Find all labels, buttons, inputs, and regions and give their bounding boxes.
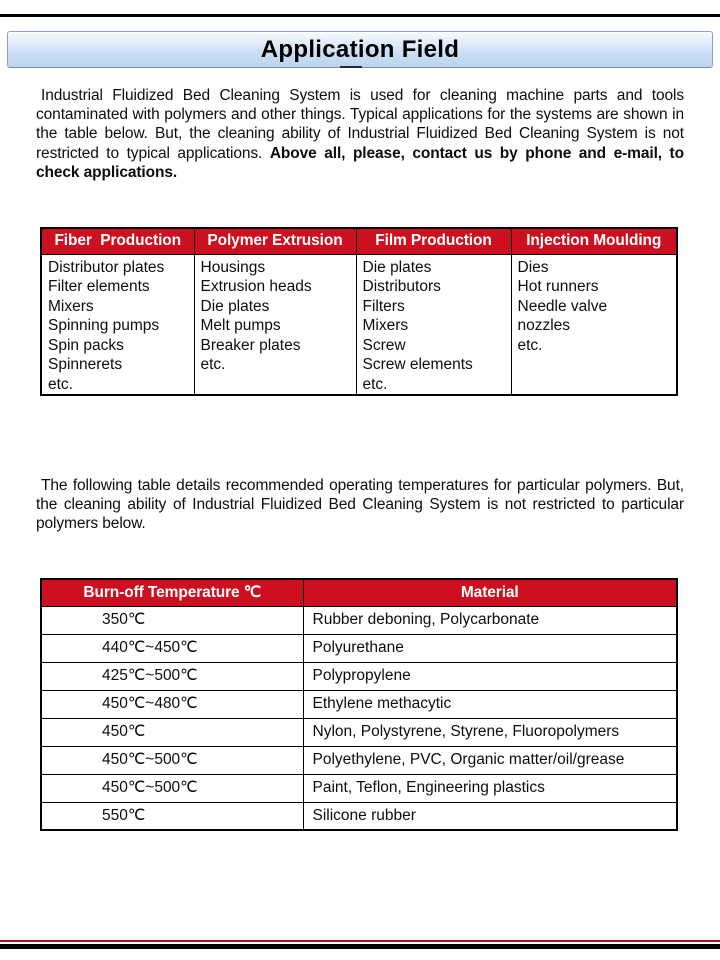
list-item: Housings [200, 258, 266, 276]
applications-header-injection-moulding: Injection Moulding [511, 228, 677, 254]
list-item: Hot runners [517, 278, 599, 295]
table-row [41, 802, 677, 830]
material-cell: Rubber deboning, Polycarbonate [303, 606, 677, 634]
list-item: Die plates [362, 258, 432, 276]
material-cell: Paint, Teflon, Engineering plastics [303, 774, 677, 802]
list-item: Mixers [48, 297, 94, 315]
list-item: Extrusion heads [200, 278, 312, 295]
table-row [41, 606, 677, 634]
temperature-cell: 450℃ [41, 718, 303, 746]
table-row [41, 662, 677, 690]
list-item: Breaker plates [200, 336, 301, 354]
top-border-line [0, 14, 720, 17]
applications-cell-injection-moulding [511, 254, 677, 395]
page-title: Application Field [260, 35, 460, 63]
list-item: Distributors [362, 278, 441, 295]
temperature-table [40, 578, 678, 831]
title-bar [7, 31, 713, 68]
temperature-cell: 425℃~500℃ [41, 662, 303, 690]
list-item: Spinning pumps [48, 317, 160, 334]
temperature-cell: 450℃~500℃ [41, 774, 303, 802]
temperature-cell: 450℃~480℃ [41, 690, 303, 718]
material-cell: Ethylene methacytic [303, 690, 677, 718]
applications-header-fiber-production: Fiber Production [41, 228, 194, 254]
temperature-header-row [41, 579, 677, 606]
list-item: etc. [517, 336, 543, 354]
list-item: Screw elements [362, 356, 473, 373]
temperature-paragraph: The following table details recommended operating temperatures for particular polymers. But, the cleaning ability of Industrial Fluidized Bed Cleaning System is not restricted to particular polymers below. [36, 477, 684, 533]
temperature-header-material: Material [303, 579, 677, 606]
material-cell: Polyurethane [303, 634, 677, 662]
list-item: Screw [362, 336, 406, 354]
list-item: nozzles [517, 317, 571, 334]
applications-header-polymer-extrusion: Polymer Extrusion [194, 228, 356, 254]
list-item: Filters [362, 297, 405, 315]
material-cell: Polypropylene [303, 662, 677, 690]
list-item: Dies [517, 258, 549, 276]
list-item: etc. [362, 375, 388, 393]
list-item: Mixers [362, 317, 409, 334]
list-item: Die plates [200, 297, 270, 315]
title-underline-mark [340, 66, 362, 68]
intro-text-bold: Above all, please, contact us by phone and e-mail, to check applications. [36, 144, 684, 181]
applications-header-film-production: Film Production [356, 228, 511, 254]
temperature-cell: 440℃~450℃ [41, 634, 303, 662]
material-cell: Polyethylene, PVC, Organic matter/oil/grease [303, 746, 677, 774]
table-row [41, 774, 677, 802]
bottom-border-line [0, 944, 720, 949]
list-item: Filter elements [48, 278, 150, 295]
intro-paragraph [36, 86, 684, 182]
list-item: Needle valve [517, 297, 608, 315]
table-row [41, 718, 677, 746]
list-item: etc. [48, 375, 73, 393]
table-row [41, 690, 677, 718]
list-item: Distributor plates [48, 258, 165, 276]
applications-header-row [41, 228, 677, 254]
applications-body-row [41, 254, 677, 395]
temperature-cell: 550℃ [41, 802, 303, 830]
applications-cell-film-production [356, 254, 511, 395]
material-cell: Nylon, Polystyrene, Styrene, Fluoropolymers [303, 718, 677, 746]
bottom-accent-line [0, 940, 720, 942]
list-item: Melt pumps [200, 317, 281, 334]
list-item: Spin packs [48, 336, 124, 354]
list-item: etc. [200, 356, 226, 373]
applications-table [40, 227, 678, 396]
temperature-cell: 350℃ [41, 606, 303, 634]
applications-cell-fiber-production [41, 254, 194, 395]
temperature-cell: 450℃~500℃ [41, 746, 303, 774]
applications-cell-polymer-extrusion [194, 254, 356, 395]
temperature-header-burnoff: Burn-off Temperature ℃ [41, 579, 303, 606]
material-cell: Silicone rubber [303, 802, 677, 830]
list-item: Spinnerets [48, 356, 123, 373]
table-row [41, 634, 677, 662]
table-row [41, 746, 677, 774]
intro-text: Industrial Fluidized Bed Cleaning System is used for cleaning machine parts and tools contaminated with polymers and other things. Typical applications for the systems are shown in the table below. But, the cleaning ability of Industrial Fluidized Bed Cleaning System is not restricted to typical applications. [36, 87, 684, 162]
